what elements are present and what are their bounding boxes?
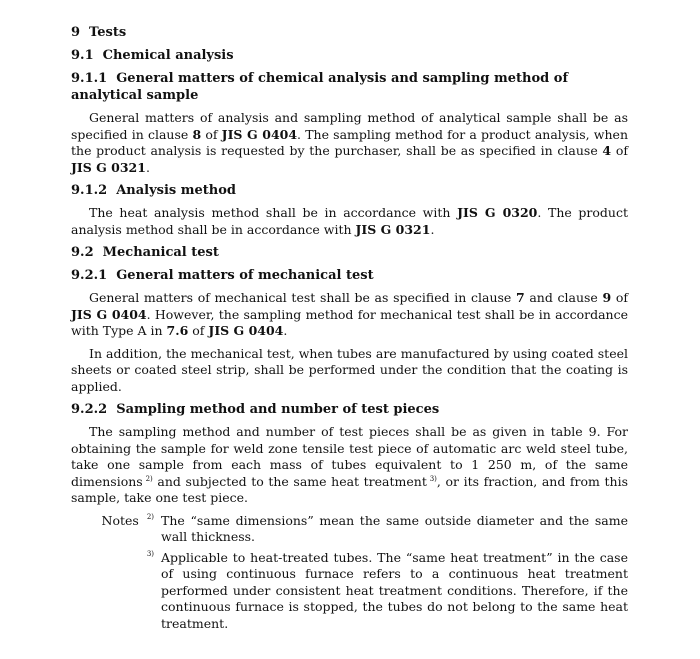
text-run: and subjected to the same heat treatment <box>152 473 427 489</box>
heading-number: 9.2.2 <box>71 402 108 417</box>
text-run: The sampling method and number of test pieces shall be as given in table 9. For obtaining the sample for weld zone tensile test piece of automatic arc weld steel tube, take one sample from each mass of tubes equivalent to 1 250 m, of the same dimensions <box>71 424 628 489</box>
text-run: of <box>188 323 209 338</box>
heading-number: 9.1.1 <box>71 71 108 86</box>
text-run: General matters of mechanical test shall be as specified in clause <box>89 290 516 305</box>
text-run: of <box>611 143 628 158</box>
heading-9-2 <box>71 244 628 261</box>
paragraph-9-1-2 <box>71 205 628 238</box>
clause-ref: 8 <box>192 126 202 142</box>
heading-number: 9.1.2 <box>71 183 108 198</box>
heading-title: Sampling method and number of test pieces <box>116 402 440 417</box>
clause-ref: 9 <box>602 290 612 305</box>
heading-9-2-2 <box>71 401 628 418</box>
heading-title: Mechanical test <box>102 245 219 260</box>
text-run: , or its fraction, and from this sample, take one test piece. <box>71 473 628 505</box>
note-marker: 3) <box>426 474 437 483</box>
text-run: General matters of analysis and sampling method of analytical sample shall be as specified in clause <box>71 110 628 142</box>
standard-ref: JIS G 0404 <box>221 126 298 142</box>
heading-9-1 <box>71 47 628 64</box>
text-run: . <box>430 221 435 237</box>
clause-ref: 7 <box>515 290 525 305</box>
standard-ref: JIS G 0404 <box>71 306 147 322</box>
text-run: . <box>283 323 288 338</box>
note-lead <box>71 513 161 546</box>
text-run: and clause <box>524 290 603 305</box>
note-marker: 2) <box>142 474 153 483</box>
heading-number: 9 <box>71 25 81 40</box>
text-run: . However, the sampling method for mechanical test shall be in accordance with Type A in <box>71 306 628 338</box>
heading-number: 9.1 <box>71 48 94 63</box>
heading-number: 9.2.1 <box>71 268 108 283</box>
heading-9 <box>71 24 628 41</box>
heading-title: General matters of mechanical test <box>116 268 374 283</box>
paragraph-9-2-1-b: In addition, the mechanical test, when tubes are manufactured by using coated steel sheets or coated steel strip, shall be performed under the condition that the coating is applied. <box>71 345 628 394</box>
note-item <box>71 550 628 633</box>
standard-ref: JIS G 0320 <box>457 205 538 220</box>
heading-number: 9.2 <box>71 245 94 260</box>
heading-9-1-2 <box>71 182 628 199</box>
paragraph-9-2-2 <box>71 424 628 507</box>
notes-label: Notes <box>101 512 139 528</box>
note-text: The “same dimensions” mean the same outside diameter and the same wall thickness. <box>161 512 628 544</box>
standard-ref: JIS G 0321 <box>71 159 146 175</box>
heading-title: Chemical analysis <box>102 48 234 63</box>
text-run: of <box>201 126 222 142</box>
heading-9-1-1 <box>71 70 628 104</box>
paragraph-9-1-1 <box>71 110 628 176</box>
heading-title: Tests <box>89 25 127 40</box>
heading-9-2-1 <box>71 267 628 284</box>
paragraph-9-2-1-a <box>71 290 628 340</box>
heading-title: Analysis method <box>116 183 237 198</box>
standard-ref: JIS G 0404 <box>208 323 284 338</box>
text-run: of <box>611 290 628 305</box>
text-run: . <box>145 159 150 175</box>
note-marker: 3) <box>146 550 154 559</box>
note-text: Applicable to heat-treated tubes. The “same heat treatment” in the case of using continuous furnace refers to a continuous heat treatment performed under consistent heat treatment conditions. Therefore, if the continuous furnace is stopped, the tubes do not belong to the same heat treatment. <box>161 549 628 631</box>
text-run: . The sampling method for a product analysis, when the product analysis is requested by the purchaser, shall be as specified in clause <box>71 126 629 158</box>
standard-ref: JIS G 0321 <box>355 221 431 237</box>
notes-block <box>71 513 628 633</box>
note-item <box>71 513 628 546</box>
clause-ref: 4 <box>602 143 612 158</box>
text-run: The heat analysis method shall be in accordance with <box>89 205 458 220</box>
heading-title: General matters of chemical analysis and sampling method of analytical sample <box>71 71 569 103</box>
note-lead <box>71 550 161 633</box>
clause-ref: 7.6 <box>166 323 189 338</box>
text-run: . The product analysis method shall be in accordance with <box>71 205 628 237</box>
note-marker: 2) <box>146 513 154 522</box>
